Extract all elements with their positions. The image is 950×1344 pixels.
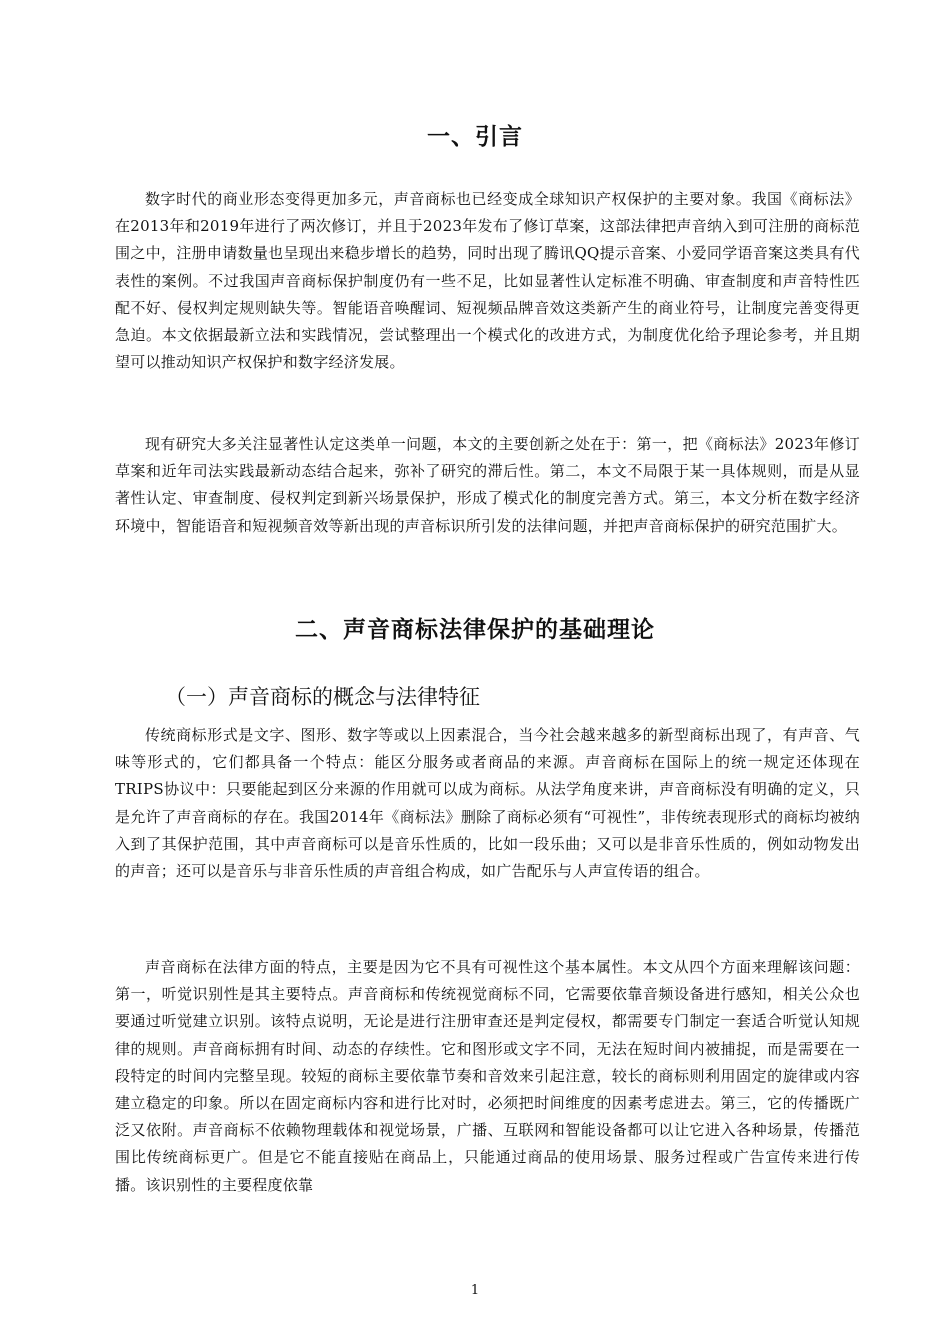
paragraph-concept-2: 声音商标在法律方面的特点，主要是因为它不具有可视性这个基本属性。本文从四个方面来理解该问题：第一，听觉识别性是其主要特点。声音商标和传统视觉商标不同，它需要依靠音频设备进行感知，相关公众也要通过听觉建立识别。该特点说明，无论是进行注册审查还是判定侵权，都需要专门制定一套适合听觉认知规律的规则。声音商标拥有时间、动态的存续性。它和图形或文字不同，无法在短时间内被捕捉，而是需要在一段特定的时间内完整呈现。较短的商标主要依靠节奏和音效来引起注意，较长的商标则利用固定的旋律或内容建立稳定的印象。所以在固定商标内容和进行比对时，必须把时间维度的因素考虑进去。第三，它的传播既广泛又依附。声音商标不依赖物理载体和视觉场景，广播、互联网和智能设备都可以让它进入各种场景，传播范围比传统商标更广。但是它不能直接贴在商品上，只能通过商品的使用场景、服务过程或广告宣传来进行传播。该识别性的主要程度依靠 — [115, 958, 860, 1194]
paragraph-concept-1: 传统商标形式是文字、图形、数字等或以上因素混合，当今社会越来越多的新型商标出现了，有声音、气味等形式的，它们都具备一个特点：能区分服务或者商品的来源。声音商标在国际上的统一规定还体现在TRIPS协议中：只要能起到区分来源的作用就可以成为商标。从法学角度来讲，声音商标没有明确的定义，只是允许了声音商标的存在。我国2014年《商标法》删除了商标必须有“可视性”，非传统表现形式的商标均被纳入到了其保护范围，其中声音商标可以是音乐性质的，比如一段乐曲；又可以是非音乐性质的，例如动物发出的声音；还可以是音乐与非音乐性质的声音组合构成，如广告配乐与人声宣传语的组合。 — [115, 726, 860, 881]
paragraph-intro-2: 现有研究大多关注显著性认定这类单一问题，本文的主要创新之处在于：第一，把《商标法》2023年修订草案和近年司法实践最新动态结合起来，弥补了研究的滞后性。第二，本文不局限于某一具体规则，而是从显著性认定、审查制度、侵权判定到新兴场景保护，形成了模式化的制度完善方式。第三，本文分析在数字经济环境中，智能语音和短视频音效等新出现的声音标识所引发的法律问题，并把声音商标保护的研究范围扩大。 — [115, 435, 860, 535]
section-heading-introduction: 一、引言 — [427, 124, 523, 150]
section-heading-basic-theory: 二、声音商标法律保护的基础理论 — [295, 617, 655, 643]
page-number: 1 — [470, 1283, 480, 1298]
subsection-heading-concept: （一）声音商标的概念与法律特征 — [165, 685, 480, 709]
paragraph-intro-1: 数字时代的商业形态变得更加多元，声音商标也已经变成全球知识产权保护的主要对象。我国《商标法》在2013年和2019年进行了两次修订，并且于2023年发布了修订草案，这部法律把声音纳入到可注册的商标范围之中，注册申请数量也呈现出来稳步增长的趋势，同时出现了腾讯QQ提示音案、小爱同学语音案这类具有代表性的案例。不过我国声音商标保护制度仍有一些不足，比如显著性认定标准不明确、审查制度和声音特性匹配不好、侵权判定规则缺失等。智能语音唤醒词、短视频品牌音效这类新产生的商业符号，让制度完善变得更急迫。本文依据最新立法和实践情况，尝试整理出一个模式化的改进方式，为制度优化给予理论参考，并且期望可以推动知识产权保护和数字经济发展。 — [115, 190, 860, 372]
